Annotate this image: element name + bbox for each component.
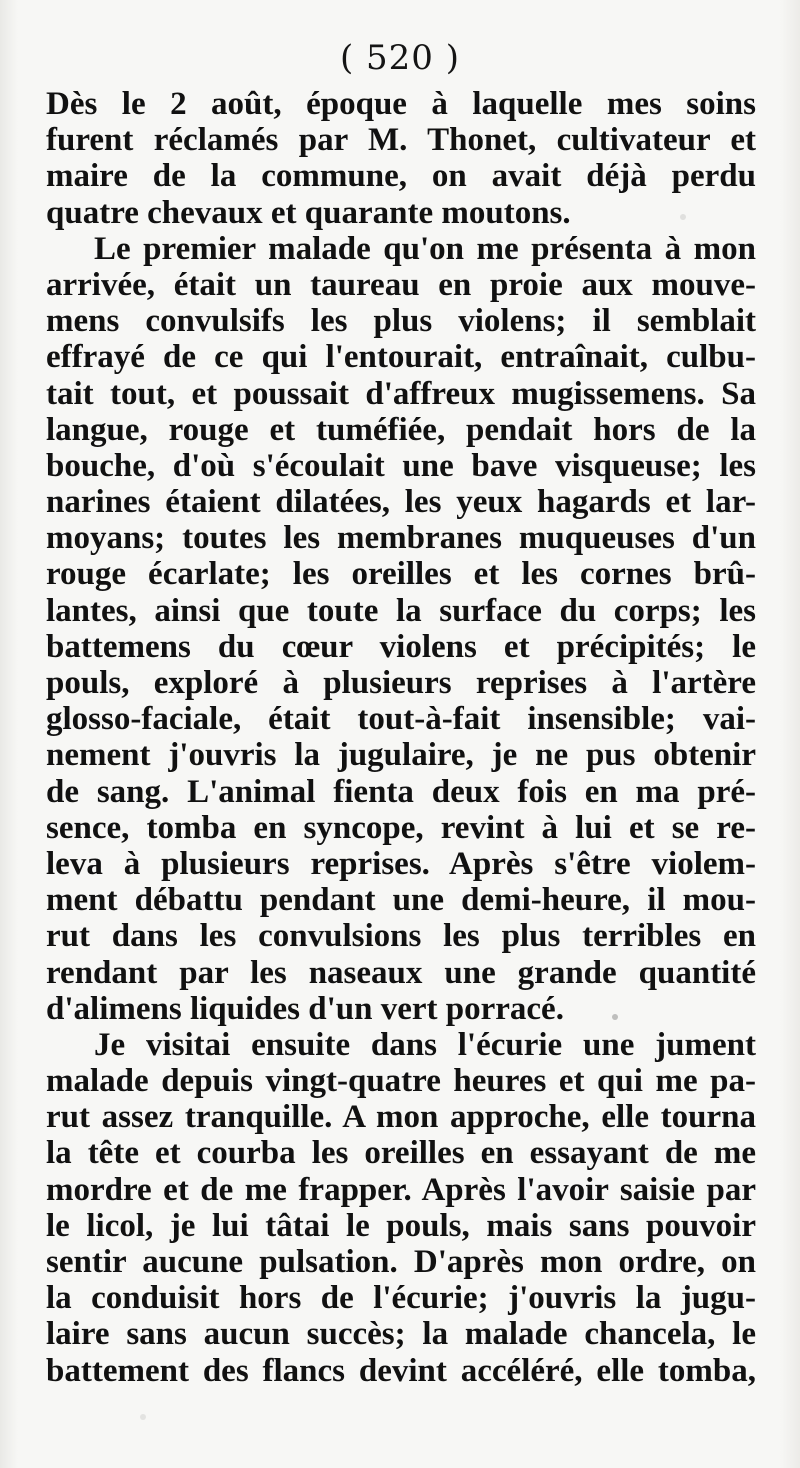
text-line: Dès le 2 août, époque à laquelle mes soins <box>46 86 756 122</box>
text-line: lantes, ainsi que toute la surface du corps; les <box>46 592 756 629</box>
text-line: nement j'ouvris la jugulaire, je ne pus obtenir <box>46 737 756 774</box>
text-line: sentir aucune pulsation. D'après mon ordre, on <box>46 1244 756 1280</box>
page-number: ( 520 ) <box>339 38 461 78</box>
text-line: malade depuis vingt-quatre heures et qui me pa- <box>46 1063 756 1100</box>
text-line: d'alimens liquides d'un vert porracé. <box>46 990 564 1027</box>
ink-speck <box>680 214 686 220</box>
text-line: de sang. L'animal fienta deux fois en ma pré- <box>46 773 756 810</box>
text-line: ment débattu pendant une demi-heure, il mou- <box>46 882 756 919</box>
text-line: la conduisit hors de l'écurie; j'ouvris la jugu- <box>46 1280 756 1317</box>
text-line: maire de la commune, on avait déjà perdu <box>46 158 756 195</box>
text-line: glosso-faciale, était tout-à-fait insensible; vai- <box>46 701 756 738</box>
text-line: rouge écarlate; les oreilles et les cornes brû- <box>46 556 756 593</box>
text-line: effrayé de ce qui l'entourait, entraînait, culbu- <box>46 339 756 376</box>
text-line: quatre chevaux et quarante moutons. <box>46 194 571 231</box>
text-line: Le premier malade qu'on me présenta à mon <box>94 230 756 267</box>
paragraph-3 <box>46 1027 756 1389</box>
text-line: pouls, exploré à plusieurs reprises à l'artère <box>46 665 756 701</box>
text-line: narines étaient dilatées, les yeux hagards et lar- <box>46 484 756 521</box>
text-line: tait tout, et poussait d'affreux mugissemens. Sa <box>46 375 756 412</box>
text-line: arrivée, était un taureau en proie aux mouve- <box>46 266 756 303</box>
text-line: mens convulsifs les plus violens; il semblait <box>46 303 756 340</box>
text-line: leva à plusieurs reprises. Après s'être violem- <box>46 845 756 882</box>
text-line: le licol, je lui tâtai le pouls, mais sans pouvoir <box>46 1207 756 1244</box>
text-line: Je visitai ensuite dans l'écurie une jument <box>94 1026 756 1063</box>
text-line: furent réclamés par M. Thonet, cultivateur et <box>46 122 756 159</box>
text-line: rendant par les naseaux une grande quantité <box>46 954 756 991</box>
text-line: rut assez tranquille. A mon approche, elle tourna <box>46 1099 756 1136</box>
text-line: moyans; toutes les membranes muqueuses d'un <box>46 520 756 557</box>
text-line: battement des flancs devint accéléré, elle tomba, <box>46 1352 756 1389</box>
text-line: la tête et courba les oreilles en essayant de me <box>46 1135 756 1172</box>
paragraph-1 <box>46 86 756 231</box>
text-line: laire sans aucun succès; la malade chancela, le <box>46 1316 756 1353</box>
text-line: bouche, d'où s'écoulait une bave visqueuse; les <box>46 447 756 484</box>
ink-speck <box>140 1414 146 1420</box>
text-line: sence, tomba en syncope, revint à lui et se re- <box>46 809 756 846</box>
page-body <box>46 86 756 1389</box>
paragraph-2 <box>46 231 756 1027</box>
text-line: battemens du cœur violens et précipités; le <box>46 628 756 665</box>
text-line: langue, rouge et tuméfiée, pendait hors de la <box>46 411 756 448</box>
text-line: rut dans les convulsions les plus terribles en <box>46 918 756 955</box>
text-line: mordre et de me frapper. Après l'avoir saisie par <box>46 1171 756 1208</box>
ink-speck <box>612 1014 618 1020</box>
